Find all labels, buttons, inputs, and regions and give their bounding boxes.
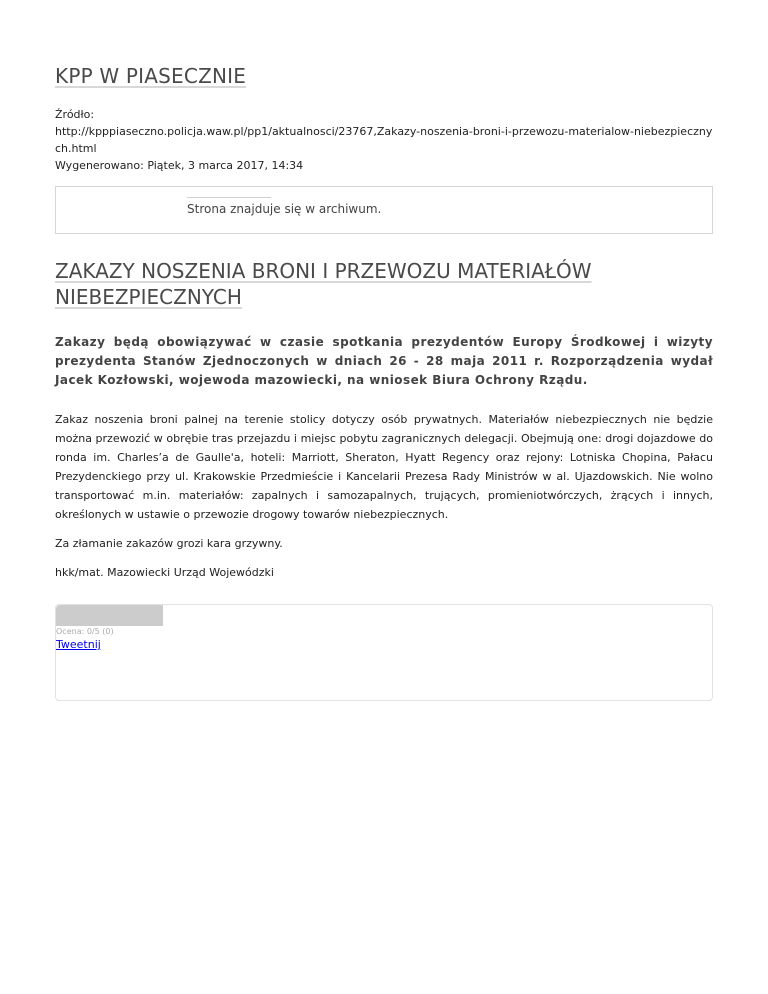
page xyxy=(55,0,713,701)
archive-notice: Strona znajduje się w archiwum. xyxy=(187,202,382,216)
source-url: http://kpppiaseczno.policja.waw.pl/pp1/aktualnosci/23767,Zakazy-noszenia-broni-i-przewozu-materialow-niebezpiecznych.html xyxy=(55,125,713,155)
archive-divider xyxy=(187,197,271,198)
tweet-link[interactable]: Tweetnij xyxy=(56,638,101,651)
article-author: hkk/mat. Mazowiecki Urząd Wojewódzki xyxy=(55,566,274,579)
article-body: Zakaz noszenia broni palnej na terenie stolicy dotyczy osób prywatnych. Materiałów niebezpiecznych nie będzie można przewozić w obrębie tras przejazdu i miejsc pobytu zagranicznych delegacji. Obejmują one: drogi dojazdowe do ronda im. Charles’a de Gaulle'a, hoteli: Marriott, Sheraton, Hyatt Regency oraz rejony: Lotniska Chopina, Pałacu Prezydenckiego przy ul. Krakowskie Przedmieście i Kancelarii Prezesa Rady Ministrów w al. Ujazdowskich. Nie wolno transportować m.in. materiałów: zapalnych i samozapalnych, trujących, promieniotwórczych, żrących i innych, określonych w ustawie o przewozie drogowy towarów niebezpiecznych. xyxy=(55,413,713,521)
generated-date: Wygenerowano: Piątek, 3 marca 2017, 14:34 xyxy=(55,159,304,172)
article-penalty: Za złamanie zakazów grozi kara grzywny. xyxy=(55,537,283,550)
rating-text: Ocena: 0/5 (0) xyxy=(56,627,114,636)
article-lead: Zakazy będą obowiązywać w czasie spotkania prezydentów Europy Środkowej i wizyty prezydenta Stanów Zjednoczonych w dniach 26 - 28 maja 2011 r. Rozporządzenia wydał Jacek Kozłowski, wojewoda mazowiecki, na wniosek Biura Ochrony Rządu. xyxy=(55,335,713,387)
source-meta xyxy=(55,106,713,174)
site-title: KPP W PIASECZNIE xyxy=(55,64,247,88)
rating-stars-bar[interactable] xyxy=(56,605,163,626)
source-label: Źródło: xyxy=(55,108,95,121)
archive-notice-box xyxy=(55,186,713,234)
article-title: ZAKAZY NOSZENIA BRONI I PRZEWOZU MATERIAŁÓW NIEBEZPIECZNYCH xyxy=(55,259,592,309)
rating-box xyxy=(55,604,713,701)
